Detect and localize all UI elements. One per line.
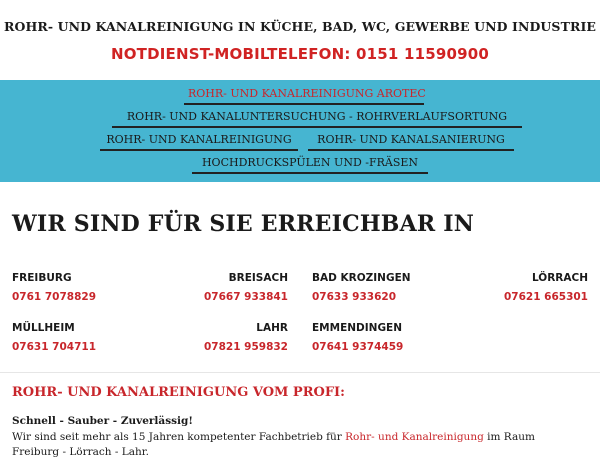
intro-text-start: Wir sind seit mehr als 15 Jahren kompetenter Fachbetrieb für [12, 431, 346, 443]
intro-link-reinigung[interactable]: Rohr- und Kanalreinigung [345, 431, 484, 443]
location-city: MÜLLHEIM [12, 322, 75, 334]
main-navigation [0, 80, 600, 182]
location-city: EMMENDINGEN [312, 322, 403, 334]
location-muellheim [12, 321, 96, 354]
location-city: FREIBURG [12, 272, 72, 284]
location-city: LÖRRACH [531, 272, 588, 284]
nav-item-sanierung[interactable]: ROHR- UND KANALSANIERUNG [308, 132, 514, 151]
reach-heading: WIR SIND FÜR SIE ERREICHBAR IN [12, 211, 475, 237]
location-phone[interactable]: 07633 933620 [312, 291, 397, 303]
emergency-hotline[interactable]: NOTDIENST-MOBILTELEFON: 0151 11590900 [110, 45, 490, 63]
nav-item-untersuchung[interactable]: ROHR- UND KANALUNTERSUCHUNG - ROHRVERLAUFSORTUNG [112, 109, 522, 128]
location-phone[interactable]: 07667 933841 [203, 291, 288, 303]
main-content [0, 182, 600, 458]
site-tagline: ROHR- UND KANALREINIGUNG IN KÜCHE, BAD, WC, GEWERBE UND INDUSTRIE [3, 19, 597, 34]
location-freiburg [12, 271, 96, 304]
location-phone[interactable]: 07821 959832 [203, 341, 288, 353]
location-bad-krozingen [312, 271, 411, 304]
location-phone[interactable]: 0761 7078829 [12, 291, 97, 303]
profi-heading: ROHR- UND KANALREINIGUNG VOM PROFI: [12, 385, 345, 400]
location-lahr [204, 321, 288, 354]
intro-paragraph [12, 430, 582, 460]
location-city: BREISACH [228, 272, 288, 284]
nav-item-hochdruckspuelen[interactable]: HOCHDRUCKSPÜLEN UND -FRÄSEN [192, 155, 428, 174]
location-phone[interactable]: 07621 665301 [503, 291, 588, 303]
location-emmendingen [312, 321, 403, 354]
intro-text-end: im Raum Freiburg - Lörrach - Lahr. [12, 431, 535, 458]
location-city: BAD KROZINGEN [312, 272, 411, 284]
location-city: LAHR [256, 322, 288, 334]
location-phone[interactable]: 07641 9374459 [312, 341, 404, 353]
nav-item-reinigung[interactable]: ROHR- UND KANALREINIGUNG [100, 132, 298, 151]
slogan-text: Schnell - Sauber - Zuverlässig! [12, 415, 193, 427]
section-divider [0, 372, 600, 373]
location-loerrach [504, 271, 588, 304]
location-phone[interactable]: 07631 704711 [12, 341, 97, 353]
site-header [0, 0, 600, 80]
nav-item-arotec[interactable]: ROHR- UND KANALREINIGUNG AROTEC [184, 86, 424, 105]
location-breisach [204, 271, 288, 304]
